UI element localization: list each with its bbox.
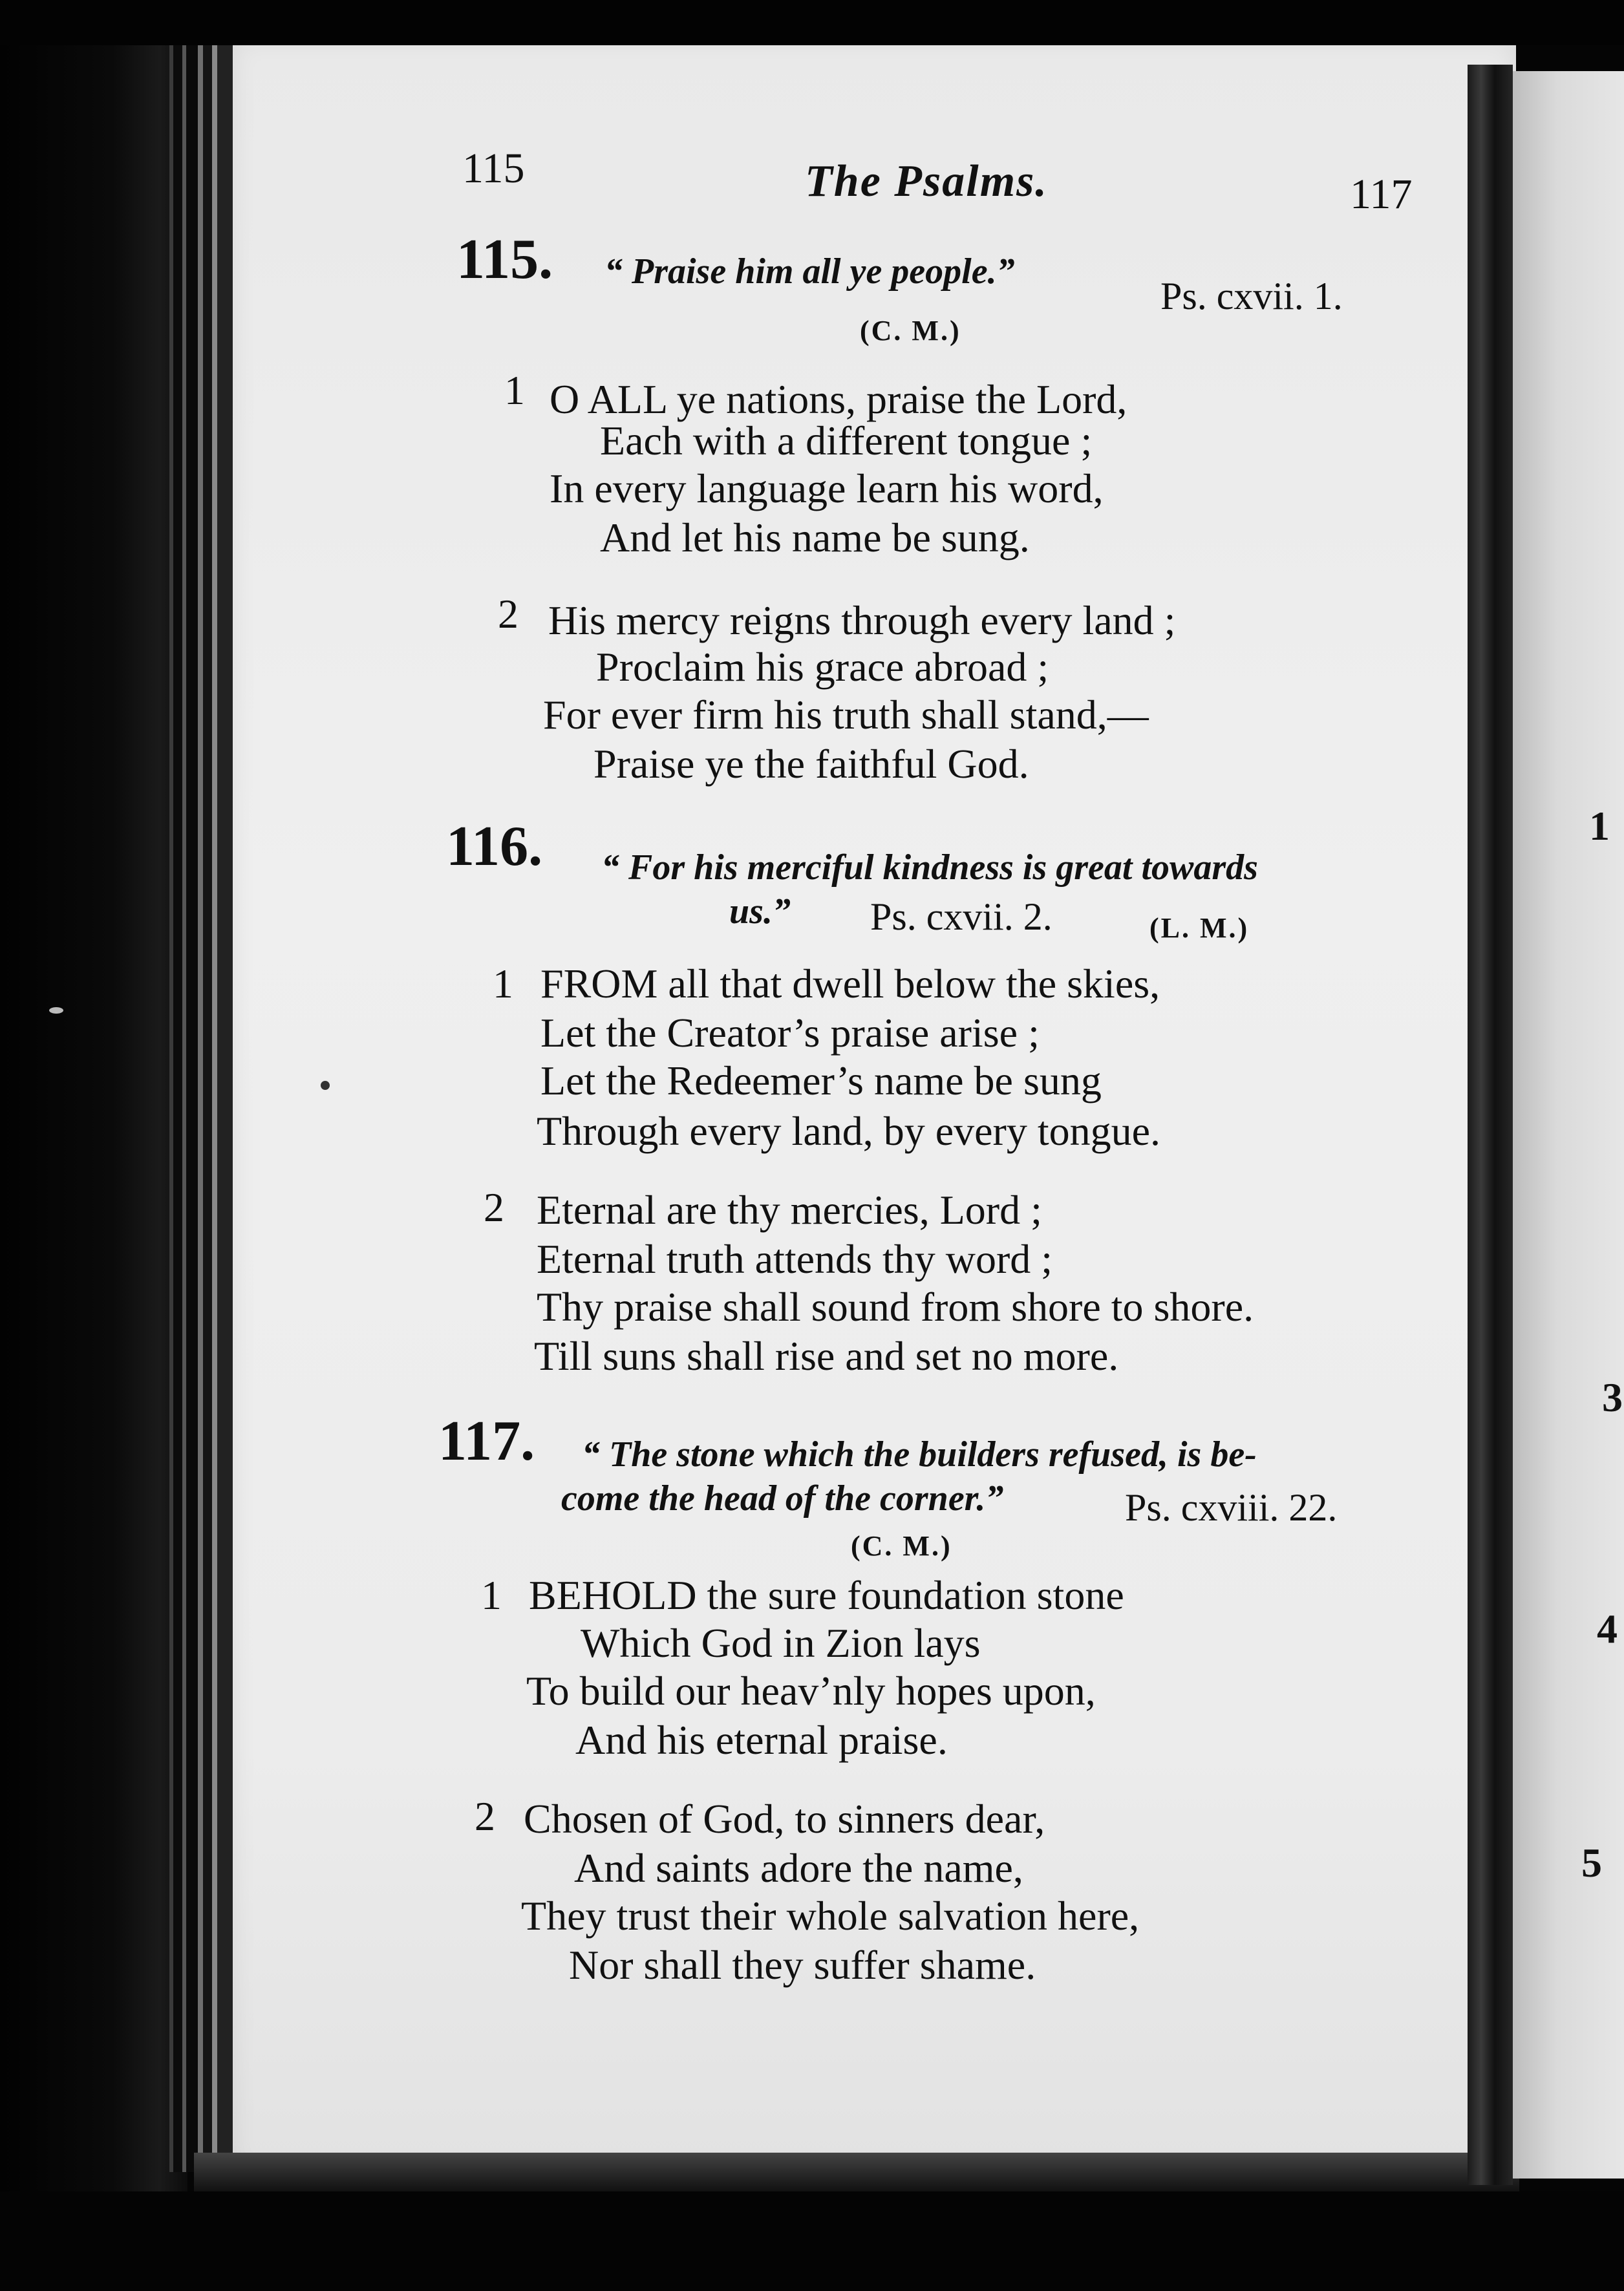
verse-line: Chosen of God, to sinners dear, <box>524 1796 1045 1842</box>
verse-line: BEHOLD the sure foundation stone <box>529 1572 1124 1618</box>
verse-line: For ever firm his truth shall stand,— <box>543 692 1149 738</box>
running-head-right-number: 117 <box>1350 171 1413 218</box>
verse-line: Nor shall they suffer shame. <box>569 1942 1036 1988</box>
verse-line: And let his name be sung. <box>600 515 1030 560</box>
verse-line: Through every land, by every tongue. <box>537 1108 1161 1154</box>
running-head-left-number: 115 <box>462 145 525 192</box>
hymn-motto: “ Praise him all ye people.” <box>604 251 1015 292</box>
verse-line: And his eternal praise. <box>575 1717 948 1763</box>
verse-line: They trust their whole salvation here, <box>521 1893 1140 1939</box>
hymn-reference: Ps. cxvii. 2. <box>870 895 1052 938</box>
facing-page-number: 3 <box>1602 1374 1623 1420</box>
hymn-reference: Ps. cxvii. 1. <box>1160 275 1343 317</box>
hymn-number: 115. <box>456 228 553 291</box>
verse-line: O ALL ye nations, praise the Lord, <box>550 376 1127 422</box>
stanza-number: 1 <box>504 367 525 413</box>
stanza-number: 2 <box>475 1793 495 1839</box>
verse-line: And saints adore the name, <box>574 1845 1023 1891</box>
verse-line: To build our heav’nly hopes upon, <box>526 1668 1096 1714</box>
stanza-number: 1 <box>493 961 513 1007</box>
page-bottom-edge <box>194 2153 1519 2191</box>
facing-page-number: 5 <box>1581 1840 1602 1886</box>
bottom-border <box>0 2191 1624 2291</box>
ink-speck <box>49 1007 63 1014</box>
verse-line: His mercy reigns through every land ; <box>548 597 1176 643</box>
facing-page-number: 1 <box>1589 803 1610 849</box>
verse-line: Till suns shall rise and set no more. <box>534 1333 1119 1379</box>
facing-page-number: 4 <box>1597 1606 1618 1652</box>
hymn-number: 117. <box>438 1410 535 1473</box>
verse-line: Praise ye the faithful God. <box>593 741 1029 787</box>
verse-line: Eternal are thy mercies, Lord ; <box>537 1187 1042 1233</box>
verse-line: Thy praise shall sound from shore to shore. <box>537 1284 1254 1330</box>
page-divider <box>1468 65 1513 2185</box>
stanza-number: 2 <box>484 1184 504 1230</box>
hymn-reference: Ps. cxviii. 22. <box>1125 1486 1338 1529</box>
facing-page <box>1513 71 1624 2179</box>
left-gutter <box>0 0 187 2291</box>
hymn-motto-continued: us.” <box>729 891 791 932</box>
hymn-number: 116. <box>446 815 543 878</box>
stanza-number: 2 <box>498 591 518 637</box>
hymn-meter: (L. M.) <box>1149 912 1250 944</box>
hymn-motto-continued: come the head of the corner.” <box>561 1478 1004 1518</box>
hymn-meter: (C. M.) <box>851 1530 952 1562</box>
top-border <box>0 0 1624 45</box>
running-head-title: The Psalms. <box>805 156 1048 206</box>
hymn-motto: “ The stone which the builders refused, is be- <box>582 1434 1257 1475</box>
verse-line: Let the Creator’s praise arise ; <box>540 1010 1040 1056</box>
verse-line: FROM all that dwell below the skies, <box>540 961 1160 1007</box>
verse-line: Which God in Zion lays <box>581 1620 981 1666</box>
hymn-meter: (C. M.) <box>860 315 961 346</box>
verse-line: In every language learn his word, <box>550 465 1104 511</box>
verse-line: Let the Redeemer’s name be sung <box>540 1058 1102 1103</box>
ink-speck <box>321 1081 330 1090</box>
hymn-motto: “ For his merciful kindness is great towards <box>601 847 1258 888</box>
verse-line: Each with a different tongue ; <box>600 418 1093 464</box>
verse-line: Proclaim his grace abroad ; <box>596 644 1049 690</box>
verse-line: Eternal truth attends thy word ; <box>537 1236 1053 1282</box>
stanza-number: 1 <box>481 1572 502 1618</box>
